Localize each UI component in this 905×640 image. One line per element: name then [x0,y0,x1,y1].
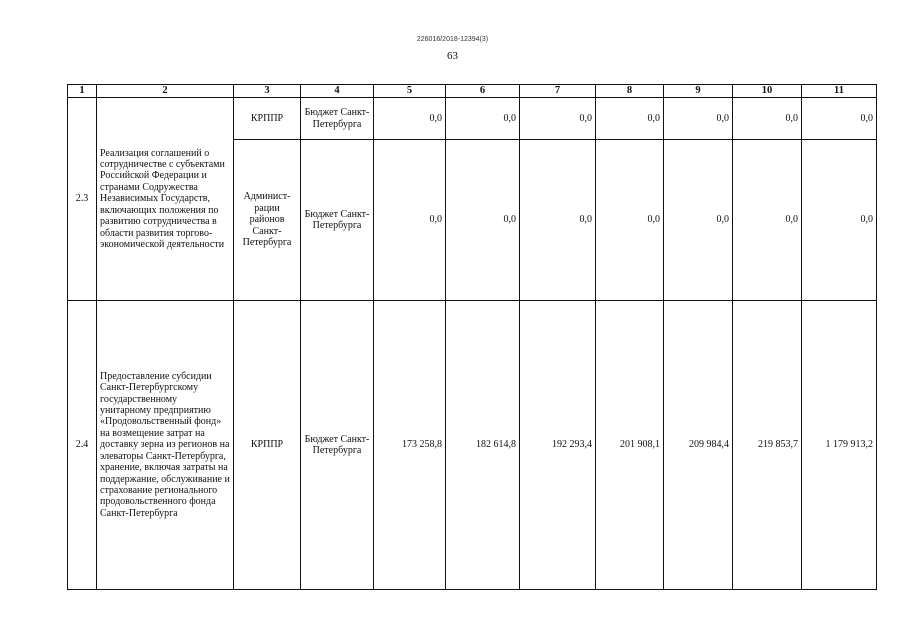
value-cell: 0,0 [802,140,877,301]
value-cell: 0,0 [596,140,664,301]
column-header: 3 [234,85,301,98]
column-header: 4 [301,85,374,98]
value-cell: 0,0 [733,140,802,301]
column-header: 9 [664,85,733,98]
measure-name: Предоставление субсидии Санкт-Петербургскому государственному унитарному предприятию «Продовольственный фонд» на возмещение затрат на доставку зерна из регионов на элеваторы Санкт-Петербурга, хранение, включая затраты на поддержание, обслуживание и страхование регионального продовольственного фонда Санкт-Петербурга [97,301,234,590]
row-index: 2.3 [68,98,97,301]
column-header: 8 [596,85,664,98]
budget-table [67,84,877,590]
value-cell: 1 179 913,2 [802,301,877,590]
value-cell: 0,0 [596,98,664,140]
value-cell: 209 984,4 [664,301,733,590]
value-cell: 201 908,1 [596,301,664,590]
column-header: 5 [374,85,446,98]
column-header: 1 [68,85,97,98]
column-header: 2 [97,85,234,98]
table-row [68,98,877,140]
executor-cell: КРППР [234,301,301,590]
value-cell: 0,0 [446,98,520,140]
table-row [68,301,877,590]
value-cell: 0,0 [446,140,520,301]
value-cell: 182 614,8 [446,301,520,590]
column-header: 11 [802,85,877,98]
value-cell: 192 293,4 [520,301,596,590]
value-cell: 0,0 [374,140,446,301]
funding-source-cell: Бюджет Санкт-Петербурга [301,140,374,301]
executor-cell: КРППР [234,98,301,140]
value-cell: 173 258,8 [374,301,446,590]
value-cell: 0,0 [664,140,733,301]
document-id: 226016/2018-12394(3) [416,36,489,43]
table-header-row [68,85,877,98]
value-cell: 0,0 [520,140,596,301]
column-header: 6 [446,85,520,98]
measure-name: Реализация соглашений о сотрудничестве с субъектами Российской Федерации и странами Содружества Независимых Государств, включающих положения по развитию сотрудничества в области развития торгово-экономической деятельности [97,98,234,301]
column-header: 7 [520,85,596,98]
funding-source-cell: Бюджет Санкт-Петербурга [301,301,374,590]
value-cell: 0,0 [802,98,877,140]
page-number: 63 [447,50,458,62]
column-header: 10 [733,85,802,98]
value-cell: 219 853,7 [733,301,802,590]
executor-cell: Админист-рации районов Санкт-Петербурга [234,140,301,301]
value-cell: 0,0 [374,98,446,140]
row-index: 2.4 [68,301,97,590]
value-cell: 0,0 [520,98,596,140]
funding-source-cell: Бюджет Санкт-Петербурга [301,98,374,140]
value-cell: 0,0 [733,98,802,140]
value-cell: 0,0 [664,98,733,140]
